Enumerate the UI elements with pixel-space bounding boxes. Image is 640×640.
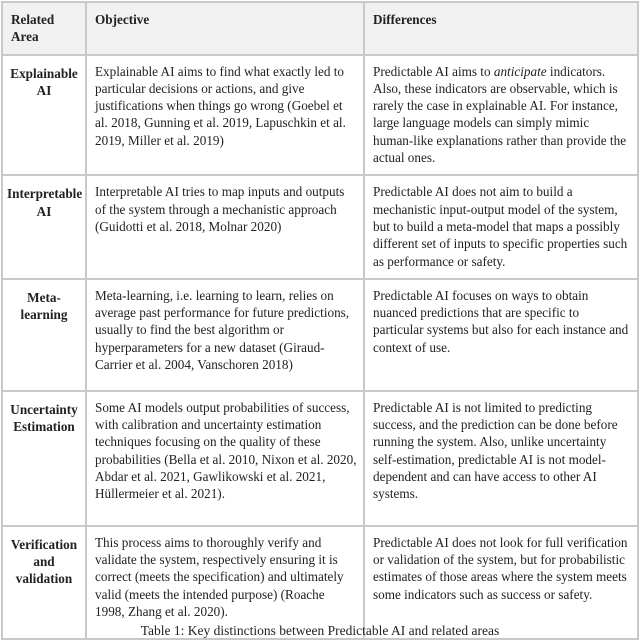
table-row bbox=[2, 526, 638, 639]
related-area-cell: Verification and validation bbox=[2, 526, 86, 639]
table-row bbox=[2, 55, 638, 176]
header-row bbox=[2, 2, 638, 55]
objective-cell: Explainable AI aims to find what exactly led to particular decisions or actions, and give justifications when things go wrong (Goebel et al. 2018, Gunning et al. 2019, Lapuschkin et al. 2019, Miller et al. 2019) bbox=[86, 55, 364, 176]
objective-cell: Interpretable AI tries to map inputs and outputs of the system through a mechanistic approach (Guidotti et al. 2018, Molnar 2020) bbox=[86, 175, 364, 278]
differences-cell bbox=[364, 391, 638, 526]
emphasis-text: anticipate bbox=[493, 63, 547, 79]
differences-cell bbox=[364, 175, 638, 278]
related-area-cell: Interpretable AI bbox=[2, 175, 86, 278]
differences-text-cont: indicators. Also, these indicators are observable, which is rarely the case in explainable AI. For instance, large language models can simply mimic human-like explanations rather than provide the actual ones. bbox=[373, 63, 627, 166]
table-row bbox=[2, 279, 638, 391]
differences-text: Predictable AI is not limited to predicting success, and the prediction can be done before running the system. Also, unlike uncertainty self-estimation, predictable AI is not model-dependent and can have access to other AI systems. bbox=[373, 399, 618, 502]
differences-text: Predictable AI aims to bbox=[373, 63, 494, 79]
differences-text: Predictable AI focuses on ways to obtain nuanced predictions that are specific to particular systems but also for each instance and context of use. bbox=[373, 287, 629, 355]
differences-cell bbox=[364, 526, 638, 639]
header-related-area: Related Area bbox=[2, 2, 86, 55]
objective-cell: Some AI models output probabilities of success, with calibration and uncertainty estimation techniques focusing on the quality of these probabilities (Bella et al. 2010, Nixon et al. 2020, Abdar et al. 2021, Gawlikowski et al. 2021, Hüllermeier et al. 2021). bbox=[86, 391, 364, 526]
table-caption: Table 1: Key distinctions between Predictable AI and related areas bbox=[140, 623, 500, 638]
comparison-table bbox=[1, 1, 639, 640]
table-row bbox=[2, 391, 638, 526]
header-objective: Objective bbox=[86, 2, 364, 55]
differences-text: Predictable AI does not look for full verification or validation of the system, but for probabilistic estimates of those areas where the system meets some indicators such as success or safety. bbox=[373, 534, 628, 602]
differences-text: Predictable AI does not aim to build a mechanistic input-output model of the system, but to build a meta-model that maps a possibly different set of inputs to specific properties such as performance or safety. bbox=[373, 184, 628, 269]
differences-cell bbox=[364, 279, 638, 391]
related-area-cell: Uncertainty Estimation bbox=[2, 391, 86, 526]
header-differences: Differences bbox=[364, 2, 638, 55]
objective-cell: Meta-learning, i.e. learning to learn, relies on average past performance for future predictions, usually to find the best algorithm or hyperparameters for a new dataset (Giraud-Carrier et al. 2004, Vanschoren 2018) bbox=[86, 279, 364, 391]
objective-cell: This process aims to thoroughly verify and validate the system, respectively ensuring it is correct (meets the specification) and ultimately valid (meets the intended purpose) (Roache 1998, Zhang et al. 2020). bbox=[86, 526, 364, 639]
differences-cell bbox=[364, 55, 638, 176]
related-area-cell: Explainable AI bbox=[2, 55, 86, 176]
related-area-cell: Meta-learning bbox=[2, 279, 86, 391]
table-row bbox=[2, 175, 638, 278]
